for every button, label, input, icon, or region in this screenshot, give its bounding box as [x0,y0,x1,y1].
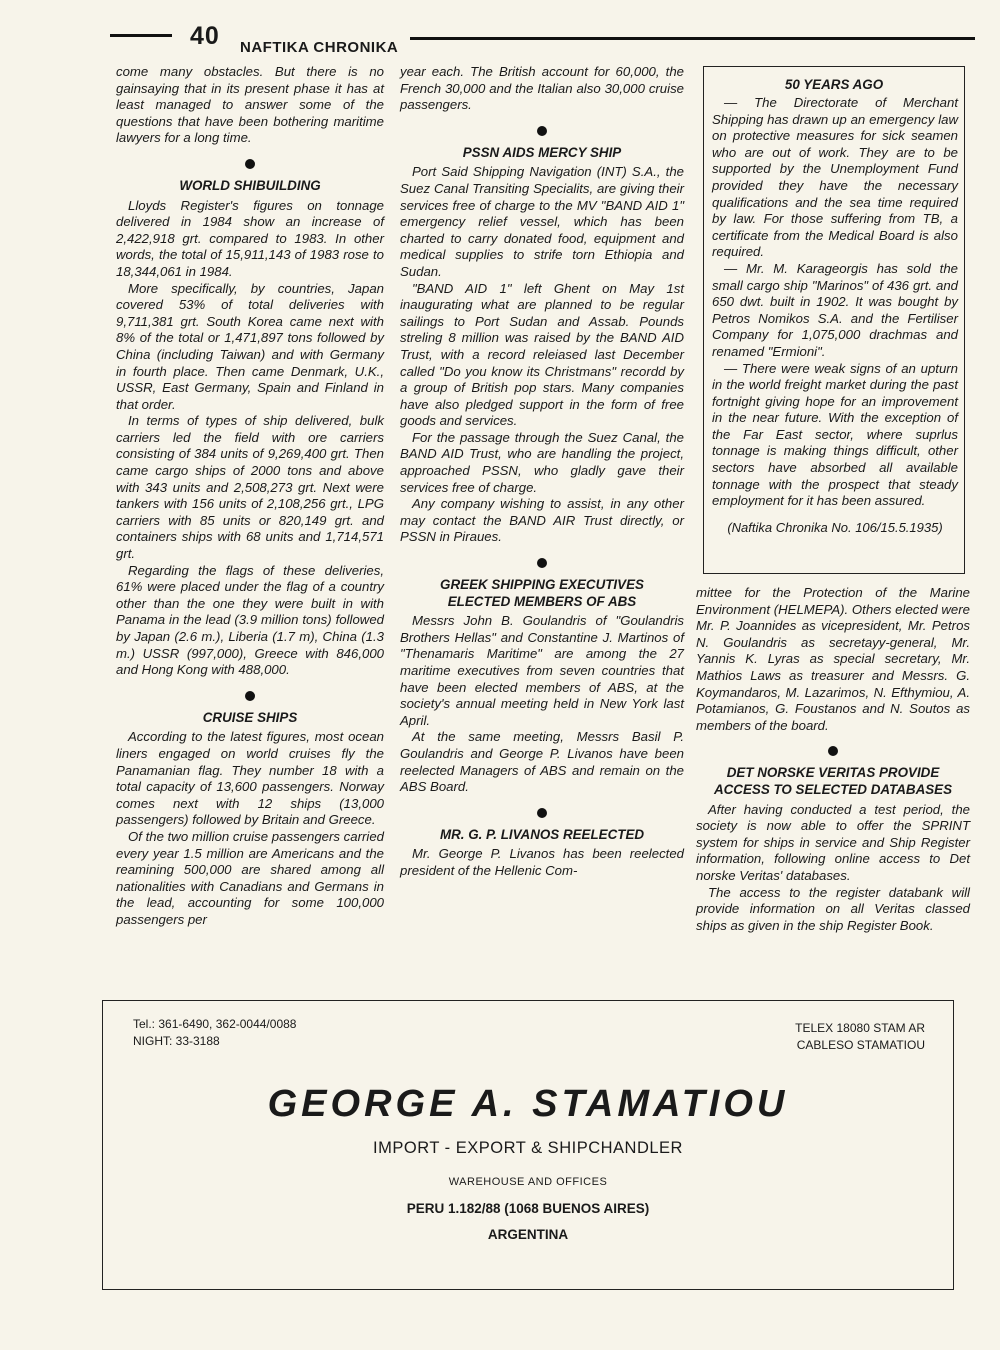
ad-subtitle: IMPORT - EXPORT & SHIPCHANDLER [373,1139,683,1157]
heading-livanos: MR. G. P. LIVANOS REELECTED [439,826,645,842]
ad-telex-block [795,1020,925,1054]
column-3 [696,585,970,934]
ad-telex: TELEX 18080 STAM AR [795,1021,925,1035]
bullet-separator [245,159,255,169]
bullet-separator [245,691,255,701]
article-continuation: year each. The British account for 60,000, the French 30,000 and the Italian also 30,000 cruise passengers. [400,64,684,113]
heading-50-years-ago: 50 YEARS AGO [784,77,884,92]
heading-dnv-line2: ACCESS TO SELECTED DATABASES [713,781,953,797]
bullet-separator [537,126,547,136]
heading-world-shipbuilding: WORLD SHIBUILDING [179,177,321,193]
paragraph: In terms of types of ship delivered, bulk carriers led the field with ore carriers consisting of 384 units of 9,269,400 grt. Then came cargo ships of 2000 tons and above with 343 units and 2,508,273 grt. Next were tankers with 156 units of 2,108,256 grt., LPG carriers with 85 units or 820,149 grt. and containers ships with 68 units and 1,714,571 grt. [116,413,384,562]
paragraph: After having conducted a test period, the society is now able to offer the SPRINT system for ships in service and Ship Register information, following online access to Det norske Veritas' databases. [696,801,970,883]
magazine-title: NAFTIKA CHRONIKA [240,39,399,56]
stamatiou-advertisement [102,1000,954,1290]
paragraph: According to the latest figures, most ocean liners engaged on world cruises fly the Panamanian flag. They number 18 with a total capacity of 13,600 passengers. Norway comes next with 12 ships (13,000 passengers) followed by Britain and Greece. [116,729,384,828]
ad-company-name: GEORGE A. STAMATIOU [267,1083,789,1125]
bullet-separator [537,558,547,568]
heading-abs-line2: ELECTED MEMBERS OF ABS [447,593,637,609]
heading-abs-line1: GREEK SHIPPING EXECUTIVES [440,577,644,593]
heading-dnv-line1: DET NORSKE VERITAS PROVIDE [726,765,940,781]
ad-night: NIGHT: 33-3188 [133,1034,220,1048]
paragraph: — There were weak signs of an upturn in the world freight market during the past fortnight giving hope for an improvement in the near future. With the exception of the Far East sector, where suprlus tonnage is making things difficult, other sectors have absorbed all available tonnage with the prospect that steady employment for it has been assured. [712,360,958,509]
paragraph: Of the two million cruise passengers carried every year 1.5 million are Americans and the reamining 500,000 are shared among all nationalities with Canadians and Germans in the lead, accounting for some 100,000 passengers per [116,828,384,927]
heading-pssn: PSSN AIDS MERCY SHIP [462,144,622,160]
paragraph: Port Said Shipping Navigation (INT) S.A., the Suez Canal Transiting Specialits, are giving their services free of charge to the MV "BAND AID 1" emergency relief vessel, which has been charted to carry donated food, equipment and medical supplies to strife torn Ethiopia and Sudan. [400,164,684,279]
source-citation: (Naftika Chronika No. 106/15.5.1935) [727,519,943,535]
ad-cables: CABLESO STAMATIOU [796,1038,925,1052]
article-continuation: mittee for the Protection of the Marine Environment (HELMEPA). Others elected were Mr. P. Joannides as vicepresident, Mr. Petros N. Goulandris as secretayy-general, Mr. Yannis K. Lyras as special secretary, Mr. Mathios Laws as treasurer and Messrs. G. Koymandaros, M. Lazarimos, N. Efthymiou, A. Potamianos, G. Foustanos and N. Soutos as members of the board. [696,585,970,733]
paragraph: Regarding the flags of these deliveries, 61% were placed under the flag of a country other than the one they were built in with Panama in the lead (3.9 million tons) followed by Japan (2.6 m.), Liberia (1.7 m), China (1.3 m.) USSR (997,000), Greece with 846,000 and Hong Kong with 488,000. [116,562,384,678]
bullet-separator [828,746,838,756]
heading-cruise-ships: CRUISE SHIPS [202,709,298,725]
ad-tel: Tel.: 361-6490, 362-0044/0088 [133,1017,297,1031]
ad-address: PERU 1.182/88 (1068 BUENOS AIRES) [406,1201,650,1216]
paragraph: "BAND AID 1" left Ghent on May 1st inaugurating what are planned to be regular sailings to Port Sudan and Assab. Pounds streling 8 million was raised by the BAND AID Trust, with a record releiased last December called "Do you know its Christmans" recordd by a group of British pop stars. Many companies have also pledged support in the form of free goods and services. [400,280,684,429]
page-number: 40 [190,22,220,50]
paragraph: For the passage through the Suez Canal, the BAND AID Trust, who are handling the project, approached PSSN, who gladly gave their services free of charge. [400,429,684,495]
bullet-separator [537,808,547,818]
paragraph: Any company wishing to assist, in any other may contact the BAND AIR Trust directly, or PSSN in Piraues. [400,496,684,545]
ad-phone-block [133,1016,296,1050]
paragraph: Lloyds Register's figures on tonnage delivered in 1984 show an increase of 2,422,918 grt. compared to 1983. In other words, the total of 15,911,143 of 1983 rose to 18,344,061 in 1984. [116,197,384,279]
header-rule-right [410,37,975,40]
ad-country: ARGENTINA [487,1227,569,1242]
header-rule-left [110,34,172,37]
paragraph: At the same meeting, Messrs Basil P. Goulandris and George P. Livanos have been reelected Managers of ABS and remain on the ABS Board. [400,729,684,795]
paragraph: The access to the register databank will provide information on all Veritas classed ships as given in the ship Register Book. [696,884,970,933]
ad-warehouse: WAREHOUSE AND OFFICES [448,1176,608,1188]
paragraph: More specifically, by countries, Japan covered 53% of total deliveries with 9,711,381 grt. South Korea came next with 8% of the total or 1,471,897 tons followed by China (including Taiwan) and with Germany in fourth place. Then came Denmark, U.K., USSR, East Germany, Spain and Finland in that order. [116,280,384,412]
column-1 [116,64,384,929]
paragraph: Messrs John B. Goulandris of "Goulandris Brothers Hellas" and Constantine J. Martinos of "Thenamaris Maritime" are among the 27 maritime executives from seven countries that have been elected members of ABS, at the society's annual meeting held in New York last April. [400,613,684,728]
article-continuation: come many obstacles. But there is no gainsaying that in its present phase it has at least managed to answer some of the questions that have been bothering maritime lawyers for a long time. [116,64,384,146]
paragraph: — Mr. M. Karageorgis has sold the small cargo ship "Marinos" of 436 grt. and 650 dwt. built in 1902. It was bought by Petros Nomikos S.A. and the Fertiliser Company for 1,075,000 drachmas and renamed "Ermioni". [712,260,958,359]
fifty-years-ago-box [703,66,965,574]
paragraph: — The Directorate of Merchant Shipping has drawn up an emergency law on protective measures for sick seamen who are out of work. They are to be supported by the Unemployment Fund provided they have the necessary qualifications and the sea time required by law. For those suffering from TB, a certificate from the Medical Board is also required. [712,95,958,260]
column-2 [400,64,684,880]
paragraph: Mr. George P. Livanos has been reelected president of the Hellenic Com- [400,846,684,878]
